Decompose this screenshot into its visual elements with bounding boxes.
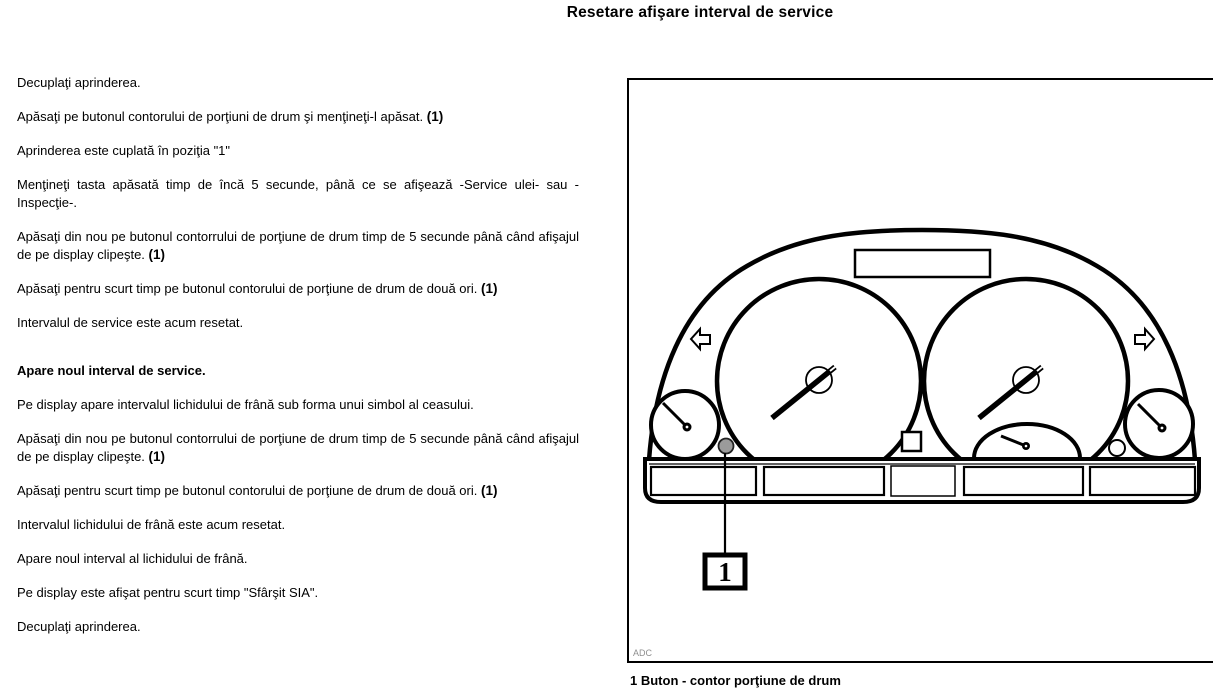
instruction-step [17, 108, 579, 126]
bar-window-2 [764, 467, 884, 495]
callout-reference: (1) [426, 109, 444, 124]
instruction-step [17, 584, 579, 602]
step-text: Apăsaţi pe butonul contorului de porţiuni de drum şi menţineţi-l apăsat. [17, 109, 424, 124]
step-text: Menţineţi tasta apăsată timp de încă 5 secunde, până ce se afişează -Service ulei- sau -Inspecţie-. [17, 177, 579, 210]
telltale-circle [1109, 440, 1125, 456]
instruction-step [17, 74, 579, 92]
section-heading [17, 362, 579, 380]
instruction-step [17, 516, 579, 534]
callout-reference: (1) [480, 483, 498, 498]
step-text: Intervalul lichidului de frână este acum resetat. [17, 517, 286, 532]
step-text: Decuplaţi aprinderea. [17, 75, 141, 90]
instruction-steps [17, 74, 579, 652]
bar-window-4 [964, 467, 1083, 495]
instruction-step [17, 618, 579, 636]
trip-odometer-button [719, 439, 734, 454]
step-text: Apare noul interval al lichidului de frână. [17, 551, 248, 566]
instruction-step [17, 482, 579, 500]
watermark-text: ADC [633, 648, 653, 658]
figure-frame [627, 78, 1213, 663]
bar-window-1 [651, 467, 756, 495]
step-text: Intervalul de service este acum resetat. [17, 315, 244, 330]
fuel-gauge-hub-dot [1025, 445, 1028, 448]
telltale-square [902, 432, 921, 451]
instruction-step [17, 314, 579, 332]
page-title: Resetare afişare interval de service [566, 4, 834, 21]
step-text: Apăsaţi pentru scurt timp pe butonul contorului de porţiune de drum de două ori. [17, 483, 478, 498]
callout-reference: (1) [148, 449, 166, 464]
instruction-step [17, 228, 579, 264]
right-small-gauge-hub-dot [1161, 427, 1164, 430]
step-text: Apăsaţi din nou pe butonul contorrului de porţiune de drum timp de 5 secunde până când afişajul de pe display clipeşte. [17, 431, 579, 464]
instruction-step [17, 550, 579, 568]
instruction-step [17, 280, 579, 298]
instruction-step [17, 430, 579, 466]
step-text: Pe display este afişat pentru scurt timp "Sfârşit SIA". [17, 585, 319, 600]
instrument-cluster-diagram [629, 80, 1213, 660]
instruction-step [17, 396, 579, 414]
bar-window-3 [891, 466, 955, 496]
step-text: Apăsaţi pentru scurt timp pe butonul contorului de porţiune de drum de două ori. [17, 281, 478, 296]
instruction-step [17, 176, 579, 212]
figure-caption: 1 Buton - contor porţiune de drum [630, 673, 841, 688]
step-text: Pe display apare intervalul lichidului de frână sub forma unui simbol al ceasului. [17, 397, 474, 412]
instruction-step [17, 142, 579, 160]
bar-window-5 [1090, 467, 1195, 495]
step-text: Apare noul interval de service. [17, 363, 206, 378]
display-window [855, 250, 990, 277]
step-text: Apăsaţi din nou pe butonul contorrului de porţiune de drum timp de 5 secunde până când afişajul de pe display clipeşte. [17, 229, 579, 262]
callout-number: 1 [718, 557, 732, 587]
left-small-gauge-hub-dot [686, 426, 689, 429]
step-text: Decuplaţi aprinderea. [17, 619, 141, 634]
callout-reference: (1) [148, 247, 166, 262]
step-text: Aprinderea este cuplată în poziţia "1" [17, 143, 231, 158]
callout-reference: (1) [480, 281, 498, 296]
